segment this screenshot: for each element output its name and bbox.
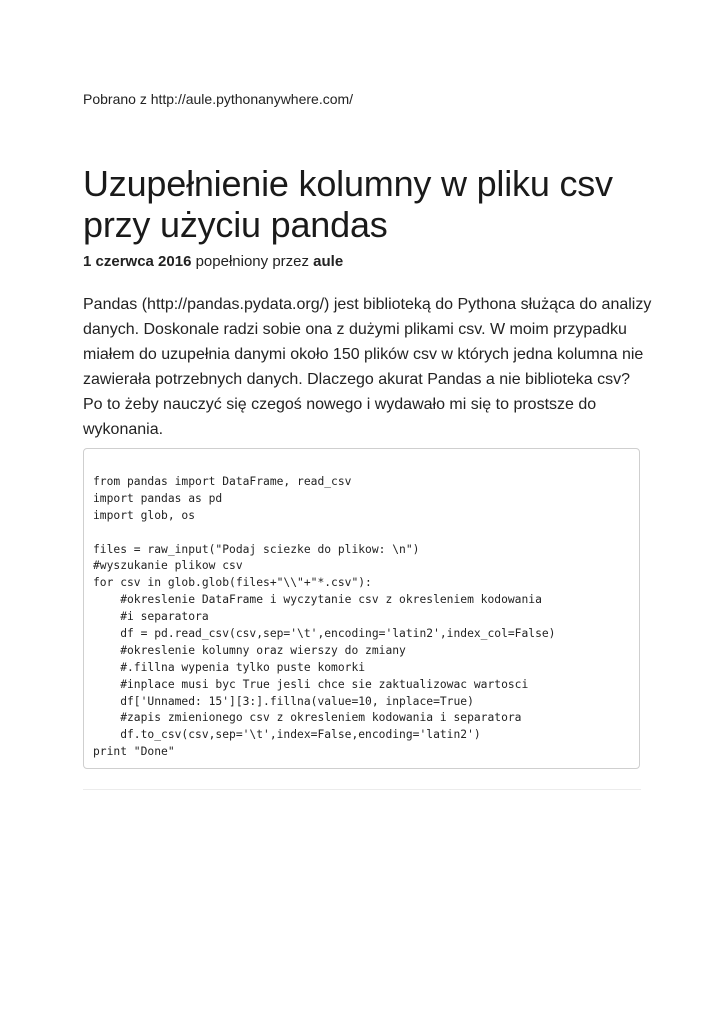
code-line [93, 525, 639, 542]
code-line: for csv in glob.glob(files+"\\"+"*.csv"): [93, 576, 372, 590]
code-line: print "Done" [93, 745, 175, 759]
code-line: from pandas import DataFrame, read_csv [93, 475, 352, 488]
article-meta [83, 252, 343, 272]
article-date: 1 czerwca 2016 [83, 253, 192, 270]
code-line: #wyszukanie plikow csv [93, 559, 243, 573]
article-title: Uzupełnienie kolumny w pliku csv przy użyciu pandas [83, 163, 613, 245]
code-line: df.to_csv(csv,sep='\t',index=False,encoding='latin2') [93, 728, 481, 742]
code-line: files = raw_input("Podaj sciezke do plikow: \n") [93, 542, 420, 556]
code-line: df['Unnamed: 15'][3:].fillna(value=10, inplace=True) [93, 694, 474, 708]
source-line: Pobrano z http://aule.pythonanywhere.com/ [83, 91, 354, 107]
divider [83, 789, 641, 790]
byline-text: popełniony przez [191, 253, 314, 270]
code-line: #inplace musi byc True jesli chce sie zaktualizowac wartosci [93, 677, 529, 691]
code-block [83, 448, 640, 769]
code-line: #.fillna wypenia tylko puste komorki [93, 660, 366, 674]
code-line: import glob, os [93, 508, 196, 522]
code-line: df = pd.read_csv(csv,sep='\t',encoding='latin2',index_col=False) [93, 627, 556, 641]
article-author: aule [313, 253, 344, 270]
intro-paragraph: Pandas (http://pandas.pydata.org/) jest biblioteką do Pythona służąca do analizy danych. Doskonale radzi sobie ona z dużymi plikami csv. W moim przypadku miałem do uzupełnia danymi około 150 plików csv w których jedna kolumna nie zawierała potrzebnych danych. Dlaczego akurat Pandas a nie biblioteka csv? Po to żeby nauczyć się czegoś nowego i wydawało mi się to prostsze do wykonania. [83, 296, 652, 438]
code-line: import pandas as pd [93, 491, 223, 505]
code-line: #okreslenie kolumny oraz wierszy do zmiany [93, 643, 406, 657]
code-line: #i separatora [93, 610, 209, 624]
code-line: #okreslenie DataFrame i wyczytanie csv z okresleniem kodowania [93, 593, 542, 607]
code-line: #zapis zmienionego csv z okresleniem kodowania i separatora [93, 711, 522, 725]
